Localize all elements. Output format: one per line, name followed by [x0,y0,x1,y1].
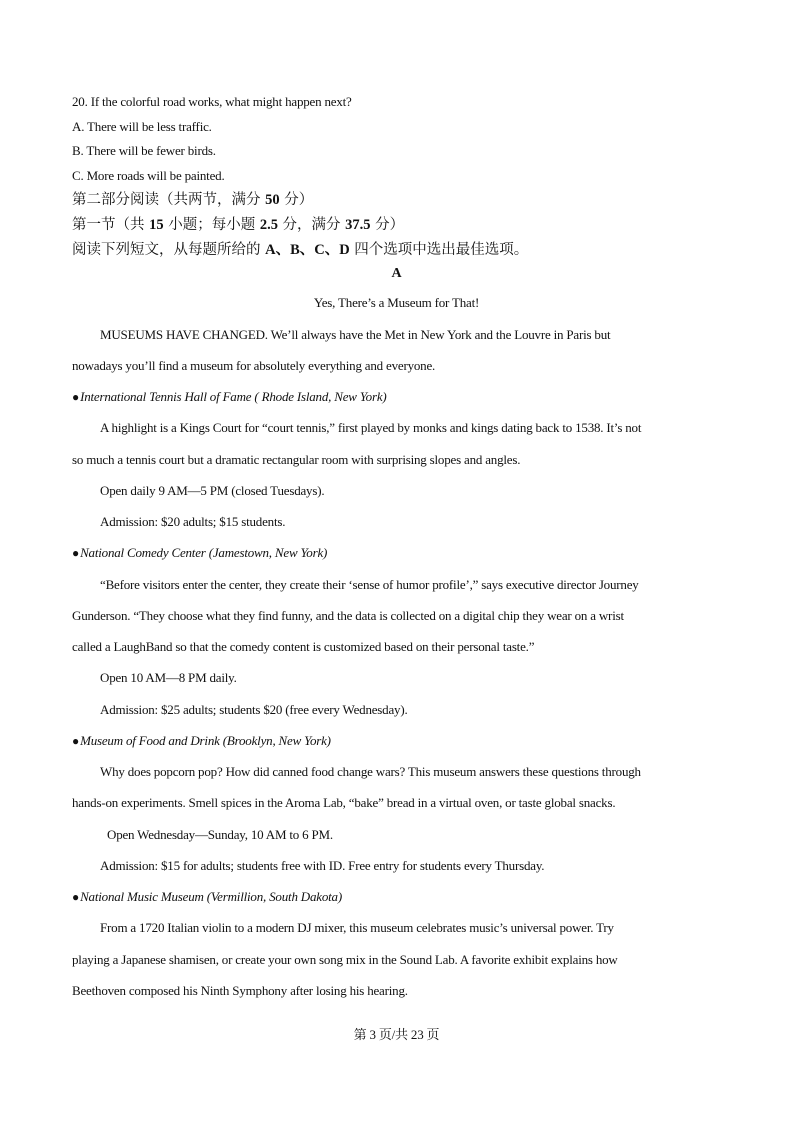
museum-admission: Admission: $25 adults; students $20 (free every Wednesday). [100,702,408,717]
bullet-icon: ● [72,546,80,560]
museum-admission: Admission: $15 for adults; students free with ID. Free entry for students every Thursday. [100,858,545,873]
museum-description-line: A highlight is a Kings Court for “court tennis,” first played by monks and kings dating back to 1538. It’s not [100,420,642,435]
museum-description-line: hands-on experiments. Smell spices in the Aroma Lab, “bake” bread in a virtual oven, or taste global snacks. [72,795,616,810]
question-20-option-b: B. There will be fewer birds. [72,143,216,158]
museum-description-line: Gunderson. “They choose what they find funny, and the data is collected on a digital chip they wear on a wrist [72,608,624,623]
section-1-heading: 第一节（共 15 小题；每小题 2.5 分，满分 37.5 分） [72,217,405,233]
question-20-option-c: C. More roads will be painted. [72,168,225,183]
museum-admission: Admission: $20 adults; $15 students. [100,514,286,529]
passage-intro-line-2: nowadays you’ll find a museum for absolutely everything and everyone. [72,358,436,373]
passage-label: A [391,266,402,281]
question-20-option-a: A. There will be less traffic. [72,119,212,134]
passage-intro-line-1: MUSEUMS HAVE CHANGED. We’ll always have the Met in New York and the Louvre in Paris but [100,327,611,342]
museum-hours: Open Wednesday—Sunday, 10 AM to 6 PM. [107,827,333,842]
museum-hours: Open 10 AM—8 PM daily. [100,670,237,685]
museum-description-line: so much a tennis court but a dramatic rectangular room with surprising slopes and angles. [72,452,521,467]
part-2-heading: 第二部分阅读（共两节，满分 50 分） [72,192,314,208]
bullet-icon: ● [72,890,80,904]
museum-description-line: Beethoven composed his Ninth Symphony after losing his hearing. [72,983,408,998]
bullet-icon: ● [72,734,80,748]
museum-description-line: Why does popcorn pop? How did canned food change wars? This museum answers these questions through [100,764,641,779]
page-number-footer: 第 3 页/共 23 页 [353,1027,440,1042]
reading-instructions: 阅读下列短文，从每题所给的 A、B、C、D 四个选项中选出最佳选项。 [72,242,529,258]
question-20-stem: 20. If the colorful road works, what might happen next? [72,94,352,109]
passage-title: Yes, There’s a Museum for That! [313,295,480,310]
museum-heading: ●National Music Museum (Vermillion, South Dakota) [72,889,342,904]
museum-description-line: From a 1720 Italian violin to a modern DJ mixer, this museum celebrates music’s universal power. Try [100,920,614,935]
museum-hours: Open daily 9 AM—5 PM (closed Tuesdays). [100,483,325,498]
museum-description-line: playing a Japanese shamisen, or create your own song mix in the Sound Lab. A favorite exhibit explains how [72,952,618,967]
museum-heading: ●Museum of Food and Drink (Brooklyn, New York) [72,733,331,748]
museum-description-line: called a LaughBand so that the comedy content is customized based on their personal taste.” [72,639,535,654]
bullet-icon: ● [72,390,80,404]
museum-description-line: “Before visitors enter the center, they create their ‘sense of humor profile’,” says executive director Journey [100,577,639,592]
museum-heading: ●National Comedy Center (Jamestown, New York) [72,545,328,560]
museum-heading: ●International Tennis Hall of Fame ( Rhode Island, New York) [72,389,387,404]
